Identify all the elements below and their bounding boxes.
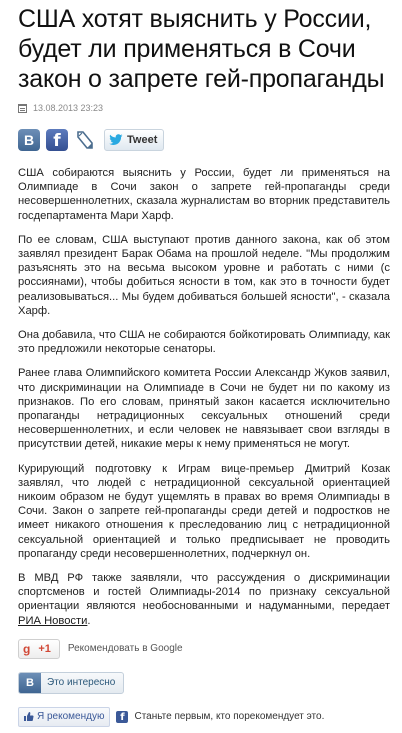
gplus-button[interactable] [18, 639, 60, 659]
vk-like-button[interactable] [18, 672, 124, 694]
article-date: 13.08.2013 23:23 [33, 103, 104, 113]
article-paragraph: По ее словам, США выступают против данного закона, как об этом заявлял президент Барак Обама на прошлой неделе. "Мы продолжим разъяснять это на весьма высоком уровне и работать с ними (с россиянами), чтобы добиться ясности в том, как это в точности будет реализовываться... Мы будем добиваться большей ясности", - сказала Харф. [18, 233, 390, 317]
article-paragraph: США собираются выяснить у России, будет ли применяться на Олимпиаде в Сочи закон о запрете гей-пропаганды среди несовершеннолетних, сказала журналистам во вторник представитель госдепартамента Мари Харф. [18, 167, 390, 222]
article-meta [18, 101, 390, 115]
article-paragraph: Курирующий подготовку к Играм вице-премьер Дмитрий Козак заявлял, что людей с нетрадиционной сексуальной ориентацией никоим образом не будут ущемлять в правах во время Олимпиады в Сочи. Закон о запрете гей-пропаганды среди детей и подростков не имеет никакого отношения к преследованию лиц с нетрадиционной сексуальной ориентацией и только предписывает не проводить пропаганду среди несовершеннолетних, подчеркнул он. [18, 462, 390, 560]
article-container [18, 0, 390, 728]
vk-icon: B [23, 132, 35, 148]
gplus-count: +1 [38, 642, 51, 655]
gplus-icon: g [23, 641, 31, 656]
tweet-label: Tweet [127, 134, 158, 146]
livejournal-icon [74, 129, 96, 151]
facebook-icon: f [116, 711, 128, 723]
gplus-row [18, 638, 390, 660]
vk-share-button[interactable] [18, 129, 40, 151]
facebook-like-row [18, 706, 390, 728]
calendar-icon [18, 104, 27, 113]
livejournal-share-button[interactable] [74, 129, 96, 151]
twitter-bird-icon [109, 134, 123, 146]
gplus-recommend-text: Рекомендовать в Google [67, 643, 183, 655]
facebook-like-text: Станьте первым, кто порекомендует это. [134, 711, 325, 723]
article-title: США хотят выяснить у России, будет ли применяться в Сочи закон о запрете гей-пропаганды [18, 5, 385, 93]
facebook-like-label: Я рекомендую [37, 711, 105, 723]
article-paragraph-last [18, 571, 390, 628]
article-paragraph: Ранее глава Олимпийского комитета России Александр Жуков заявил, что дискриминации на Олимпиаде в Сочи не будет ни по какому из признаков. По его словам, принятый закон касается исключительно пропаганды нетрадиционных сексуальных отношений среди несовершеннолетних, и если человек не навязывает свои взгляды в присутствии детей, никакие меры к нему применяться не могут. [18, 367, 390, 451]
tweet-button[interactable] [104, 129, 164, 151]
vk-icon: B [19, 673, 41, 693]
share-bar [18, 128, 390, 152]
facebook-share-button[interactable] [46, 129, 68, 151]
article-paragraph: Она добавила, что США не собираются бойкотировать Олимпиаду, как это предложили некоторые сенаторы. [18, 329, 390, 356]
thumbs-up-icon [23, 711, 34, 722]
source-link[interactable]: РИА Новости [18, 614, 88, 627]
article-paragraph-text: В МВД РФ также заявляли, что рассуждения о дискриминации спортсменов и гостей Олимпиады-2014 по признаку сексуальной ориентации являются необоснованными и надуманными, передает [18, 572, 390, 613]
vk-like-label: Это интересно [47, 677, 116, 689]
facebook-icon: f [53, 131, 61, 151]
article-body [18, 166, 390, 628]
facebook-like-button[interactable] [18, 707, 110, 727]
article-paragraph-end: . [87, 614, 91, 627]
